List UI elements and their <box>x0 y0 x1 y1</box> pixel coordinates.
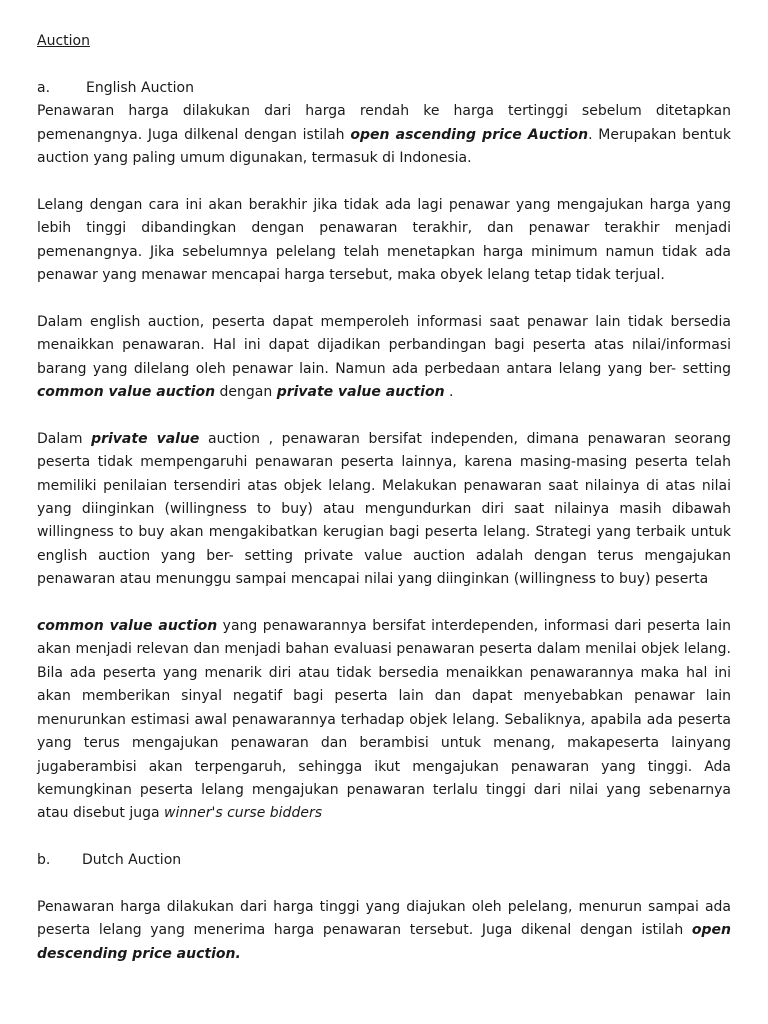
emphasis-term: open ascending price Auction <box>350 126 589 143</box>
paragraph-text: . Merupakan bentuk auction yang paling umum digunakan, termasuk di Indonesia. <box>37 126 731 167</box>
section-b-number: b. <box>37 852 51 869</box>
spacer <box>37 873 731 896</box>
section-a-heading <box>37 77 731 100</box>
paragraph-a3 <box>37 311 731 405</box>
paragraph-a2: Lelang dengan cara ini akan berakhir jika tidak ada lagi penawar yang mengajukan harga yang lebih tinggi dibandingkan dengan penawaran terakhir, dan penawar terakhir menjadi pemenangnya. Jika sebelumnya pelelang telah menetapkan harga minimum namun tidak ada penawar yang menawar mencapai harga tersebut, maka obyek lelang tetap tidak terjual. <box>37 196 731 284</box>
section-a-title: English Auction <box>86 79 194 96</box>
paragraph-text: yang penawarannya bersifat interdependen, informasi dari peserta lain akan menjadi relevan dan menjadi bahan evaluasi penawaran peserta dalam menilai objek lelang. Bila ada peserta yang menarik diri atau tidak bersedia menaikkan penawarannya maka hal ini akan memberikan sinyal negatif bagi peserta lain dan dapat menyebabkan penawar lain menurunkan estimasi awal penawarannya terhadap objek lelang. Sebaliknya, apabila ada peserta yang terus mengajukan penawaran dan berambisi untuk menang, makapeserta lainyang jugaberambisi akan terpengaruh, sehingga ikut mengajukan penawaran yang tinggi. Ada kemungkinan peserta lelang mengajukan penawaran terlalu tinggi dari nilai yang sebenarnya atau disebut juga <box>37 618 731 822</box>
emphasis-term: private value auction <box>276 384 445 401</box>
emphasis-term: open descending price auction. <box>37 922 731 962</box>
emphasis-term: common value auction <box>37 384 216 401</box>
paragraph-text: Dalam <box>37 430 92 447</box>
paragraph-text: Penawaran harga dilakukan dari harga tinggi yang diajukan oleh pelelang, menurun sampai ada peserta lelang yang menerima harga penawaran tersebut. Juga dikenal dengan istilah <box>37 898 731 939</box>
paragraph-a4 <box>37 428 731 592</box>
document-title: Auction <box>37 33 90 49</box>
emphasis-term: common value auction <box>37 618 218 635</box>
paragraph-text: auction , penawaran bersifat independen, dimana penawaran seorang peserta tidak mempengaruhi penawaran peserta lainnya, karena masing-masing peserta telah memiliki penilaian tersendiri atas objek lelang. Melakukan penawaran saat nilainya di atas nilai yang diinginkan (willingness to buy) atau mengundurkan diri saat nilainya masih dibawah willingness to buy akan mengakibatkan kerugian bagi peserta lelang. Strategi yang terbaik untuk english auction yang ber- setting private value auction adalah dengan terus mengajukan penawaran atau menunggu sampai mencapai nilai yang diinginkan (willingness to buy) peserta <box>37 430 731 588</box>
paragraph-text: . <box>444 384 454 401</box>
paragraph-text: dengan <box>215 384 277 401</box>
paragraph-text: Dalam english auction, peserta dapat memperoleh informasi saat penawar lain tidak bersedia menaikkan penawaran. Hal ini dapat dijadikan perbandingan bagi peserta atas nilai/informasi barang yang dilelang oleh penawar lain. Namun ada perbedaan antara lelang yang ber- setting <box>37 313 731 377</box>
paragraph-a1 <box>37 100 731 170</box>
paragraph-a5 <box>37 615 731 826</box>
paragraph-text: Penawaran harga dilakukan dari harga rendah ke harga tertinggi sebelum ditetapkan pemenangnya. Juga dilkenal dengan istilah <box>37 103 731 143</box>
emphasis-term: private value <box>91 430 200 447</box>
document-page <box>37 30 731 966</box>
italic-term: winner's curse bidders <box>164 805 322 822</box>
section-b-heading <box>37 849 731 872</box>
section-a-number: a. <box>37 79 51 96</box>
section-b-title: Dutch Auction <box>82 852 182 869</box>
paragraph-b1 <box>37 896 731 966</box>
